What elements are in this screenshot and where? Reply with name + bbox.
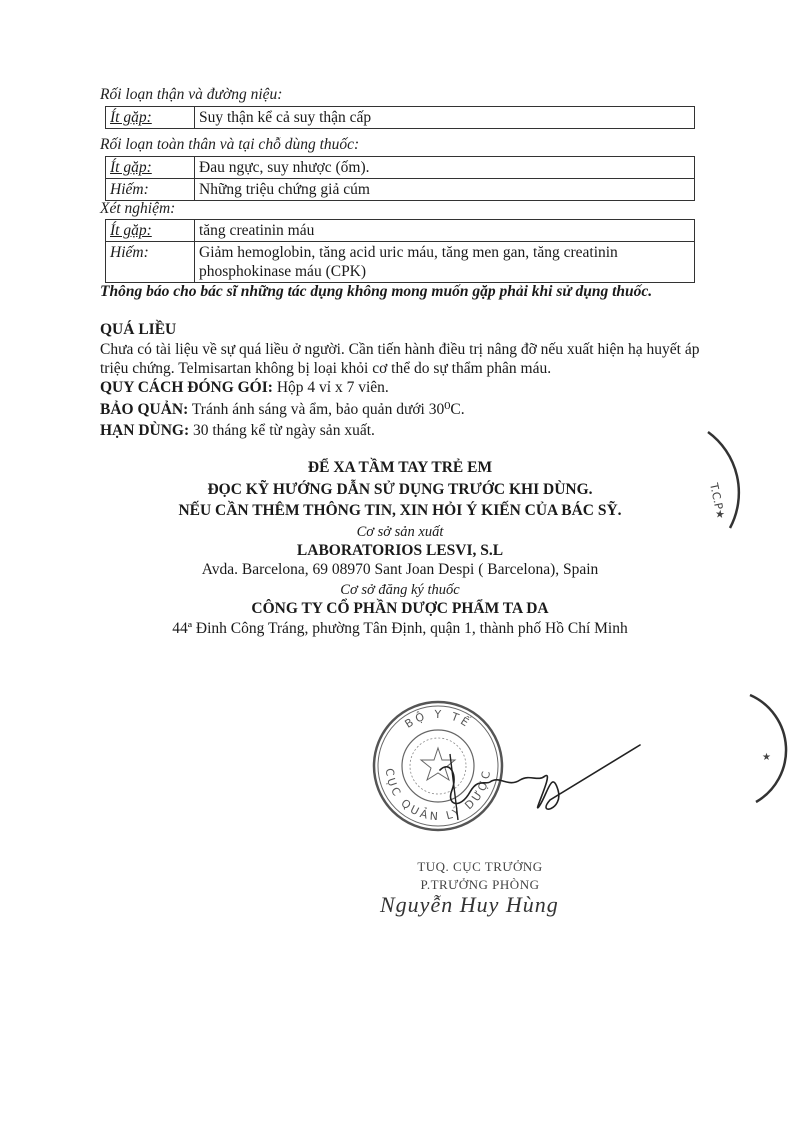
storage-value: Tránh ánh sáng và ẩm, bảo quản dưới 30⁰C. bbox=[188, 401, 465, 418]
table-row bbox=[106, 242, 695, 283]
table-row bbox=[106, 179, 695, 201]
frequency-cell: Ít gặp: bbox=[106, 157, 195, 179]
svg-text:★: ★ bbox=[762, 752, 771, 763]
table-row bbox=[106, 157, 695, 179]
overdose-text: Chưa có tài liệu về sự quá liều ở người. Cần tiến hành điều trị nâng đỡ nếu xuất hiện hạ huyết áp triệu chứng. Telmisartan không bị loại khỏi cơ thể do sự thẩm phân máu. bbox=[100, 341, 700, 377]
warning-2: ĐỌC KỸ HƯỚNG DẪN SỬ DỤNG TRƯỚC KHI DÙNG. bbox=[207, 481, 593, 498]
overdose-heading: QUÁ LIỀU bbox=[100, 321, 177, 338]
manufacturer-label: Cơ sở sản xuất bbox=[356, 524, 444, 540]
frequency-cell: Hiếm: bbox=[106, 242, 195, 283]
effect-cell: Suy thận kể cả suy thận cấp bbox=[195, 107, 695, 129]
table-row bbox=[106, 107, 695, 129]
table-row bbox=[106, 220, 695, 242]
svg-text:T.C.P★: T.C.P★ bbox=[707, 481, 728, 521]
storage-label: BẢO QUẢN: bbox=[100, 401, 189, 418]
packaging-value: Hộp 4 vỉ x 7 viên. bbox=[272, 379, 389, 396]
adr-notice: Thông báo cho bác sĩ những tác dụng không mong muốn gặp phải khi sử dụng thuốc. bbox=[100, 283, 653, 300]
signature-title-2: P.TRƯỞNG PHÒNG bbox=[420, 877, 540, 892]
effect-cell: Những triệu chứng giả cúm bbox=[195, 179, 695, 201]
systemic-section-title: Rối loạn toàn thân và tại chỗ dùng thuốc: bbox=[100, 136, 360, 153]
lab-table bbox=[105, 219, 695, 283]
packaging-line bbox=[100, 378, 700, 397]
warning-3: NẾU CẦN THÊM THÔNG TIN, XIN HỎI Ý KIẾN CỦA BÁC SỸ. bbox=[178, 502, 622, 519]
storage-line bbox=[100, 400, 700, 419]
systemic-table bbox=[105, 156, 695, 201]
effect-cell: Đau ngực, suy nhược (ốm). bbox=[195, 157, 695, 179]
warning-1: ĐỂ XA TẦM TAY TRẺ EM bbox=[307, 459, 493, 476]
manufacturer-name: LABORATORIOS LESVI, S.L bbox=[296, 542, 504, 559]
partial-stamp-top-right bbox=[690, 428, 800, 538]
frequency-cell: Hiếm: bbox=[106, 179, 195, 201]
registrant-name: CÔNG TY CỔ PHẦN DƯỢC PHẨM TA DA bbox=[251, 600, 549, 617]
expiry-label: HẠN DÙNG: bbox=[100, 422, 190, 439]
registrant-label: Cơ sở đăng ký thuốc bbox=[340, 582, 460, 598]
lab-section-title: Xét nghiệm: bbox=[100, 200, 176, 217]
expiry-line bbox=[100, 421, 700, 440]
partial-stamp-right bbox=[738, 690, 800, 810]
manufacturer-address: Avda. Barcelona, 69 08970 Sant Joan Despi ( Barcelona), Spain bbox=[201, 561, 599, 578]
effect-cell: tăng creatinin máu bbox=[195, 220, 695, 242]
frequency-cell: Ít gặp: bbox=[106, 107, 195, 129]
renal-section-title: Rối loạn thận và đường niệu: bbox=[100, 86, 283, 103]
seal-top-text: BỘ Y TẾ bbox=[402, 707, 474, 731]
frequency-cell: Ít gặp: bbox=[106, 220, 195, 242]
handwritten-signature bbox=[430, 730, 650, 840]
signatory-name: Nguyễn Huy Hùng bbox=[380, 892, 559, 917]
effect-cell: Giảm hemoglobin, tăng acid uric máu, tăng men gan, tăng creatinin phosphokinase máu (CPK) bbox=[195, 242, 695, 283]
packaging-label: QUY CÁCH ĐÓNG GÓI: bbox=[100, 379, 273, 396]
seal-bottom-text: CỤC QUẢN LÝ DƯỢC bbox=[382, 767, 494, 824]
signature-title-1: TUQ. CỤC TRƯỞNG bbox=[417, 859, 543, 874]
renal-table bbox=[105, 106, 695, 129]
registrant-address: 44ª Đinh Công Tráng, phường Tân Định, quận 1, thành phố Hồ Chí Minh bbox=[172, 620, 628, 637]
expiry-value: 30 tháng kể từ ngày sản xuất. bbox=[189, 422, 375, 439]
